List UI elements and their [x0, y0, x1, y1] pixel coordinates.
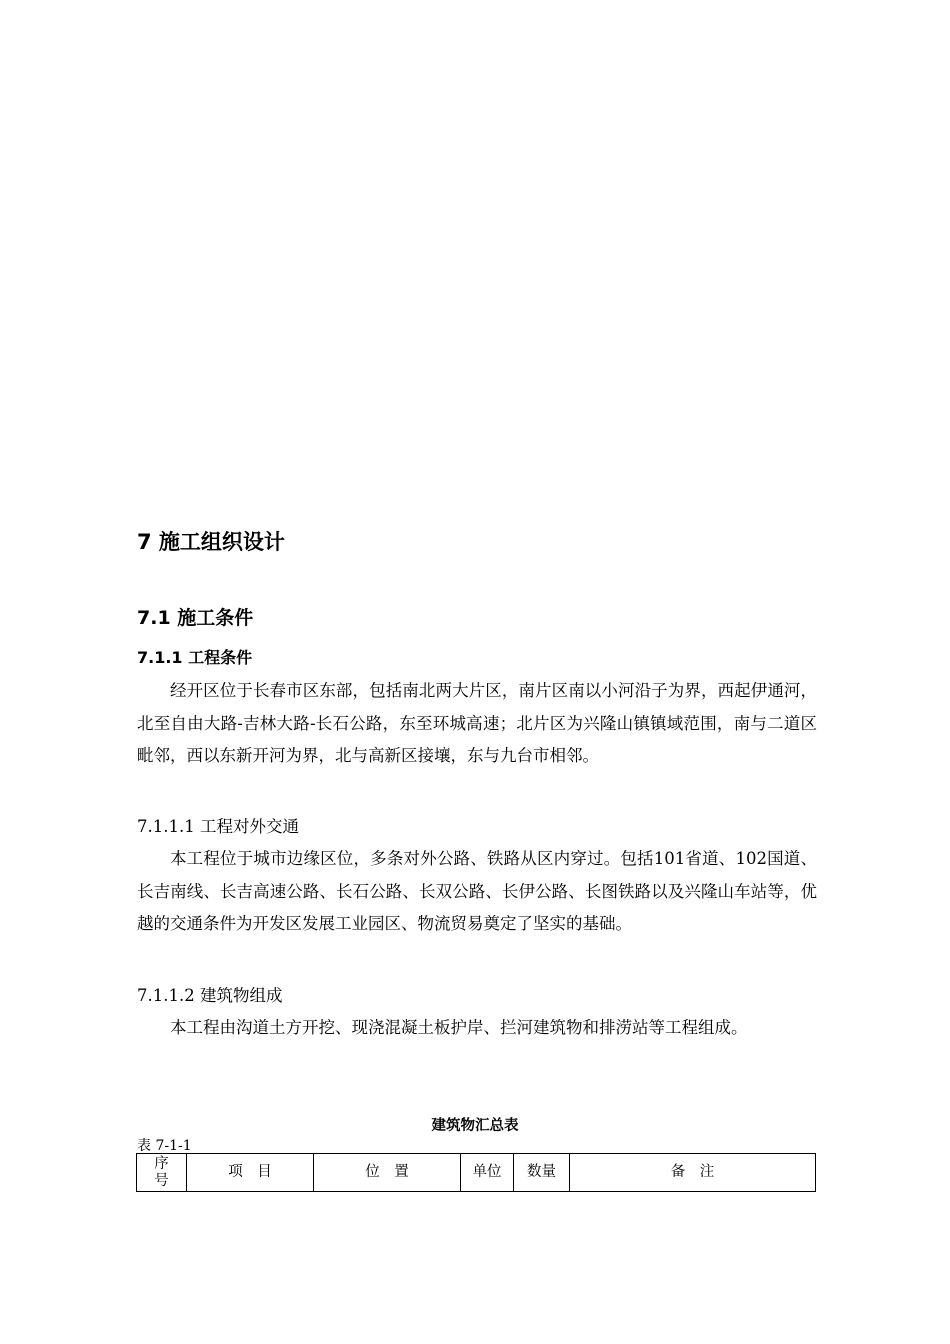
- table-header-row: [137, 1154, 816, 1192]
- header-seq-line1: 序: [154, 1155, 169, 1172]
- section-heading: 7.1 施工条件: [137, 607, 254, 629]
- header-location: 位 置: [314, 1154, 461, 1192]
- header-remarks: 备 注: [570, 1154, 816, 1192]
- chapter-heading: 7 施工组织设计: [137, 530, 285, 554]
- header-quantity: 数量: [514, 1154, 570, 1192]
- traffic-heading: 7.1.1.1 工程对外交通: [137, 817, 299, 836]
- header-item: 项 目: [187, 1154, 314, 1192]
- header-seq-line2: 号: [154, 1172, 169, 1189]
- buildings-heading: 7.1.1.2 建筑物组成: [137, 986, 283, 1005]
- intro-paragraph: 经开区位于长春市区东部，包括南北两大片区，南片区南以小河沿子为界，西起伊通河，北至自由大路-吉林大路-长石公路，东至环城高速；北片区为兴隆山镇镇域范围，南与二道区毗邻，西以东新开河为界，北与高新区接壤，东与九台市相邻。: [137, 681, 817, 765]
- table-number: 表 7-1-1: [137, 1138, 192, 1154]
- subsection-heading: 7.1.1 工程条件: [137, 648, 253, 667]
- buildings-paragraph: 本工程由沟道土方开挖、现浇混凝土板护岸、拦河建筑物和排涝站等工程组成。: [170, 1018, 748, 1037]
- header-unit: 单位: [461, 1154, 514, 1192]
- traffic-paragraph: 本工程位于城市边缘区位，多条对外公路、铁路从区内穿过。包括101省道、102国道、长吉南线、长吉高速公路、长石公路、长双公路、长伊公路、长图铁路以及兴隆山车站等，优越的交通条件为开发区发展工业园区、物流贸易奠定了坚实的基础。: [137, 849, 817, 933]
- table-title: 建筑物汇总表: [431, 1118, 519, 1134]
- header-seq: [137, 1154, 187, 1192]
- buildings-summary-table: [136, 1153, 816, 1192]
